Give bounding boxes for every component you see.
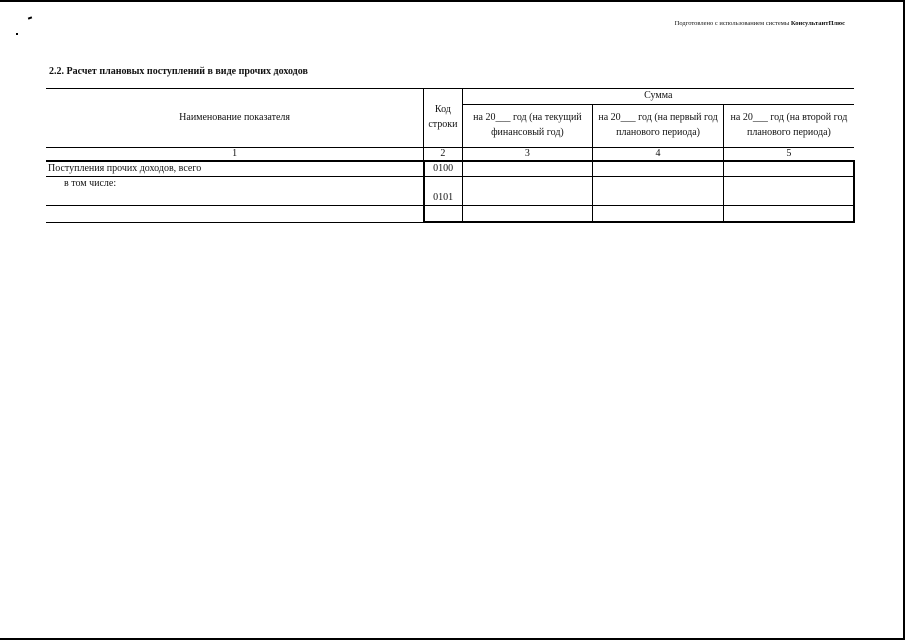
header-note-prefix: Подготовлено с использованием системы <box>674 20 791 27</box>
row-name-empty <box>46 206 424 223</box>
row-value-cell[interactable] <box>462 177 593 206</box>
header-note-system: КонсультантПлюс <box>790 20 845 27</box>
row-value-cell[interactable] <box>593 177 724 206</box>
row-value-cell[interactable] <box>593 161 724 177</box>
header-sum: Сумма <box>462 89 854 105</box>
header-name: Наименование показателя <box>46 89 424 148</box>
column-number: 5 <box>723 147 854 161</box>
row-value-cell[interactable] <box>462 161 593 177</box>
header-note <box>675 20 845 27</box>
row-name-total: Поступления прочих доходов, всего <box>46 161 424 177</box>
section-title: 2.2. Расчет плановых поступлений в виде прочих доходов <box>49 66 308 77</box>
row-value-cell[interactable] <box>462 206 593 223</box>
row-name-including: в том числе: <box>46 177 424 206</box>
row-value-cell[interactable] <box>723 206 854 223</box>
header-year-second-plan: на 20___ год (на второй год планового периода) <box>723 104 854 147</box>
row-value-cell[interactable] <box>723 161 854 177</box>
column-number: 1 <box>46 147 424 161</box>
column-number: 2 <box>424 147 462 161</box>
row-code-total: 0100 <box>424 161 462 177</box>
scan-mark <box>16 33 18 35</box>
row-code-empty <box>424 206 462 223</box>
header-year-current: на 20___ год (на текущий финансовый год) <box>462 104 593 147</box>
row-code-including: 0101 <box>424 177 462 206</box>
header-year-first-plan: на 20___ год (на первый год планового периода) <box>593 104 724 147</box>
income-plan-table <box>46 88 855 223</box>
header-code: Код строки <box>424 89 462 148</box>
column-number: 4 <box>593 147 724 161</box>
row-value-cell[interactable] <box>723 177 854 206</box>
column-number: 3 <box>462 147 593 161</box>
row-value-cell[interactable] <box>593 206 724 223</box>
